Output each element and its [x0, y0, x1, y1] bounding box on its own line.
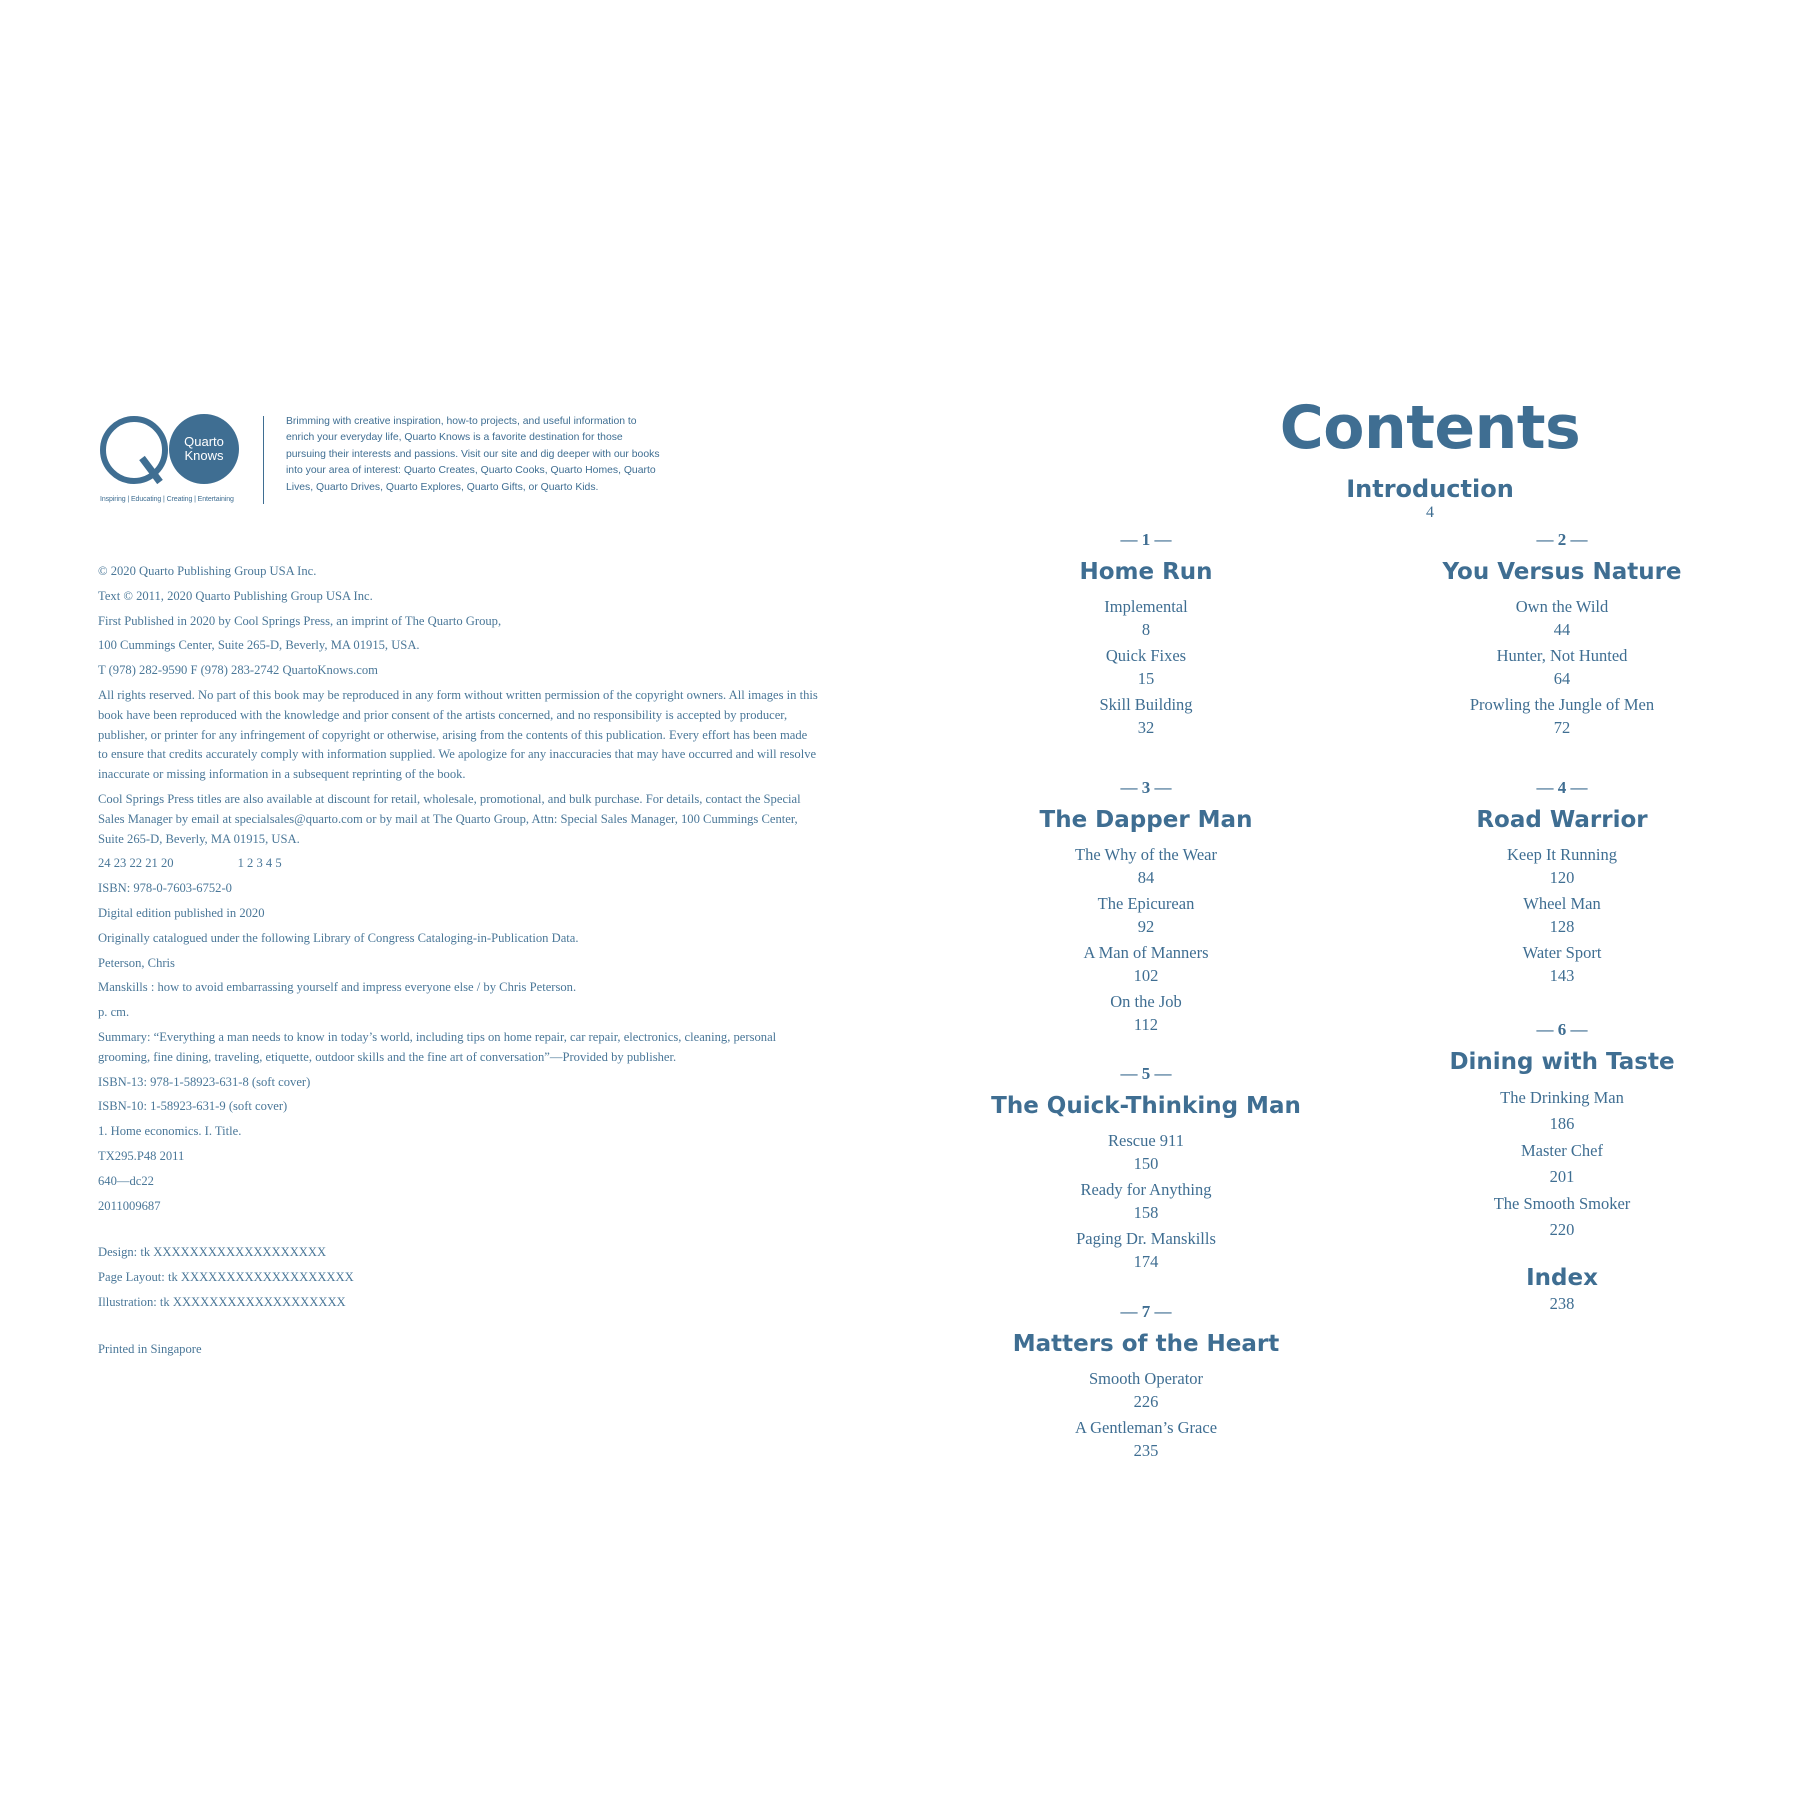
copyright-page	[98, 410, 818, 1365]
toc-entry	[966, 595, 1326, 641]
copyright-line: 2011009687	[98, 1198, 161, 1213]
entry-title: Master Chef	[1520, 1141, 1604, 1160]
entry-title: Water Sport	[1522, 943, 1602, 962]
chapter-6	[1382, 1020, 1742, 1244]
toc-entry	[966, 1129, 1326, 1175]
copyright-line: First Published in 2020 by Cool Springs Press, an imprint of The Quarto Group,	[98, 613, 502, 628]
summary-paragraph: Summary: “Everything a man needs to know in today’s world, including tips on home repair, car repair, electronics, cleaning, personal grooming, fine dining, traveling, etiquette, outdoor skills and the fine art of conversation”—Provided by publisher.	[98, 1029, 777, 1064]
entry-page: 72	[1553, 718, 1571, 737]
chapter-number: — 2 —	[1536, 530, 1588, 549]
sales-paragraph: Cool Springs Press titles are also available at discount for retail, wholesale, promotional, and bulk purchase. For details, contact the Special Sales Manager by email at specialsales@quarto.com or by mail at The Quarto Group, Attn: Special Sales Manager, 100 Cummings Center, Suite 265-D, Beverly, MA 01915, USA.	[98, 791, 801, 846]
printing-years: 24 23 22 21 20	[98, 856, 174, 871]
chapter-number: — 7 —	[1120, 1302, 1172, 1321]
introduction-page: 4	[1426, 504, 1434, 521]
entry-title: The Smooth Smoker	[1493, 1194, 1631, 1213]
logo-tagline: Inspiring | Educating | Creating | Entertaining	[100, 496, 234, 503]
copyright-line: T (978) 282-9590 F (978) 283-2742 QuartoKnows.com	[98, 663, 378, 678]
printing-numbers: 1 2 3 4 5	[237, 856, 282, 871]
chapter-2	[1382, 530, 1742, 742]
q-letter-icon	[98, 414, 170, 486]
entry-page: 158	[1133, 1203, 1159, 1222]
toc-entry	[966, 941, 1326, 987]
copyright-line: 100 Cummings Center, Suite 265-D, Beverly, MA 01915, USA.	[98, 638, 420, 653]
entry-page: 112	[1133, 1015, 1159, 1034]
toc-entry	[1382, 693, 1742, 739]
chapter-3	[966, 778, 1326, 1039]
chapter-title: The Quick-Thinking Man	[991, 1093, 1301, 1119]
chapter-1	[966, 530, 1326, 742]
toc-entry	[1382, 843, 1742, 889]
entry-title: Quick Fixes	[1105, 646, 1187, 665]
copyright-line: Manskills : how to avoid embarrassing yourself and impress everyone else / by Chris Peterson.	[98, 980, 577, 995]
entry-page: 64	[1553, 669, 1571, 688]
toc-entry	[966, 1367, 1326, 1413]
entry-title: Wheel Man	[1523, 894, 1601, 913]
entry-page: 226	[1133, 1392, 1159, 1411]
chapter-4	[1382, 778, 1742, 990]
entry-page: 15	[1137, 669, 1155, 688]
quarto-knows-badge	[169, 414, 239, 484]
copyright-line: Originally catalogued under the following Library of Congress Cataloging-in-Publication Data.	[98, 930, 579, 945]
toc-entry	[966, 1416, 1326, 1462]
chapter-5	[966, 1064, 1326, 1276]
toc-entry	[966, 892, 1326, 938]
quarto-knows-logo	[98, 410, 818, 510]
logo-blurb: Brimming with creative inspiration, how-to projects, and useful information to enrich your everyday life, Quarto Knows is a favorite destination for those pursuing their interests and passions. Visit our site and dig deeper with our books into your area of interest: Quarto Creates, Quarto Cooks, Quarto Homes, Quarto Lives, Quarto Drives, Quarto Explores, Quarto Gifts, or Quarto Kids.	[286, 416, 660, 493]
rights-paragraph: All rights reserved. No part of this book may be reproduced in any form without written permission of the copyright owners. All images in this book have been reproduced with the knowledge and prior consent of the artists concerned, and no responsibility is accepted by producer, publisher, or printer for any infringement of copyright or otherwise, arising from the contents of this publication. Every effort has been made to ensure that credits accurately comply with information supplied. We apologize for any inaccuracies that may have occurred and will resolve inaccurate or missing information in a subsequent reprinting of the book.	[98, 687, 818, 782]
index-page: 238	[1549, 1294, 1575, 1313]
credit-line: Illustration: tk XXXXXXXXXXXXXXXXXXX	[98, 1294, 346, 1309]
chapter-title: The Dapper Man	[1039, 807, 1253, 833]
entry-page: 186	[1549, 1114, 1575, 1133]
copyright-line: 1. Home economics. I. Title.	[98, 1124, 242, 1139]
entry-page: 143	[1549, 966, 1575, 985]
entry-page: 84	[1137, 868, 1155, 887]
entry-title: Skill Building	[1099, 695, 1193, 714]
entry-page: 174	[1133, 1252, 1159, 1271]
copyright-line: p. cm.	[98, 1005, 130, 1020]
copyright-line: © 2020 Quarto Publishing Group USA Inc.	[98, 564, 317, 578]
entry-title: Hunter, Not Hunted	[1496, 646, 1628, 665]
spacer	[98, 1318, 818, 1340]
toc-entry	[1382, 941, 1742, 987]
copyright-line: Text © 2011, 2020 Quarto Publishing Group USA Inc.	[98, 588, 373, 603]
badge-text-knows: Knows	[184, 448, 224, 463]
logo-divider	[263, 416, 264, 504]
entry-page: 32	[1137, 718, 1155, 737]
entry-title: On the Job	[1110, 992, 1182, 1011]
entry-title: A Man of Manners	[1083, 943, 1209, 962]
entry-title: The Drinking Man	[1500, 1088, 1624, 1107]
chapter-number: — 4 —	[1536, 778, 1588, 797]
chapter-7	[966, 1302, 1326, 1465]
introduction-title: Introduction	[1346, 475, 1514, 503]
entry-page: 201	[1549, 1167, 1575, 1186]
index-title: Index	[1526, 1265, 1598, 1291]
chapter-number: — 6 —	[1536, 1020, 1588, 1039]
toc-entry	[1382, 595, 1742, 641]
toc-entry	[966, 693, 1326, 739]
copyright-line: 640—dc22	[98, 1173, 154, 1188]
printed-in-line: Printed in Singapore	[98, 1341, 202, 1356]
chapter-number: — 1 —	[1120, 530, 1172, 549]
entry-title: The Epicurean	[1097, 894, 1195, 913]
badge-text-quarto: Quarto	[184, 434, 224, 449]
printing-line	[98, 854, 818, 874]
chapter-number: — 3 —	[1120, 778, 1172, 797]
entry-title: Implemental	[1104, 597, 1188, 616]
entry-page: 8	[1141, 620, 1151, 639]
copyright-line: ISBN-10: 1-58923-631-9 (soft cover)	[98, 1099, 288, 1114]
toc-entry	[966, 1178, 1326, 1224]
copyright-line: ISBN: 978-0-7603-6752-0	[98, 881, 232, 896]
toc-entry	[966, 843, 1326, 889]
chapter-title: Matters of the Heart	[1012, 1331, 1280, 1357]
entry-page: 102	[1133, 966, 1159, 985]
credit-line: Page Layout: tk XXXXXXXXXXXXXXXXXXX	[98, 1270, 354, 1285]
entry-title: Smooth Operator	[1088, 1369, 1204, 1388]
entry-page: 150	[1133, 1154, 1159, 1173]
entry-title: Own the Wild	[1515, 597, 1609, 616]
entry-title: Keep It Running	[1507, 845, 1617, 864]
toc-entry	[966, 644, 1326, 690]
entry-page: 128	[1549, 917, 1575, 936]
copyright-line: Digital edition published in 2020	[98, 905, 265, 920]
copyright-text	[98, 562, 818, 1360]
entry-title: Rescue 911	[1108, 1131, 1184, 1150]
toc-entry	[1382, 892, 1742, 938]
copyright-line: ISBN-13: 978-1-58923-631-8 (soft cover)	[98, 1074, 311, 1089]
copyright-line: Peterson, Chris	[98, 955, 175, 970]
toc-entry	[1382, 1138, 1742, 1190]
chapter-title: Home Run	[1079, 559, 1213, 585]
entry-title: Paging Dr. Manskills	[1076, 1229, 1216, 1248]
entry-page: 235	[1133, 1441, 1159, 1460]
toc-entry	[1382, 644, 1742, 690]
chapter-title: Road Warrior	[1476, 807, 1648, 833]
entry-title: Ready for Anything	[1080, 1180, 1212, 1199]
toc-entry	[1382, 1085, 1742, 1137]
toc-entry	[966, 1227, 1326, 1273]
chapter-title: Dining with Taste	[1449, 1049, 1675, 1075]
copyright-line: TX295.P48 2011	[98, 1148, 185, 1163]
entry-page: 44	[1553, 620, 1571, 639]
chapter-title: You Versus Nature	[1442, 559, 1682, 585]
credit-line: Design: tk XXXXXXXXXXXXXXXXXXX	[98, 1245, 327, 1260]
introduction-entry	[1150, 474, 1710, 522]
spacer	[98, 1221, 818, 1243]
entry-page: 220	[1549, 1220, 1575, 1239]
entry-title: The Why of the Wear	[1075, 845, 1217, 864]
entry-page: 120	[1549, 868, 1575, 887]
entry-page: 92	[1137, 917, 1155, 936]
toc-entry	[1382, 1191, 1742, 1243]
entry-title: A Gentleman’s Grace	[1074, 1418, 1218, 1437]
toc-entry	[966, 990, 1326, 1036]
chapter-number: — 5 —	[1120, 1064, 1172, 1083]
index-entry	[1382, 1264, 1742, 1318]
contents-title: Contents	[1279, 393, 1581, 463]
entry-title: Prowling the Jungle of Men	[1469, 695, 1655, 714]
